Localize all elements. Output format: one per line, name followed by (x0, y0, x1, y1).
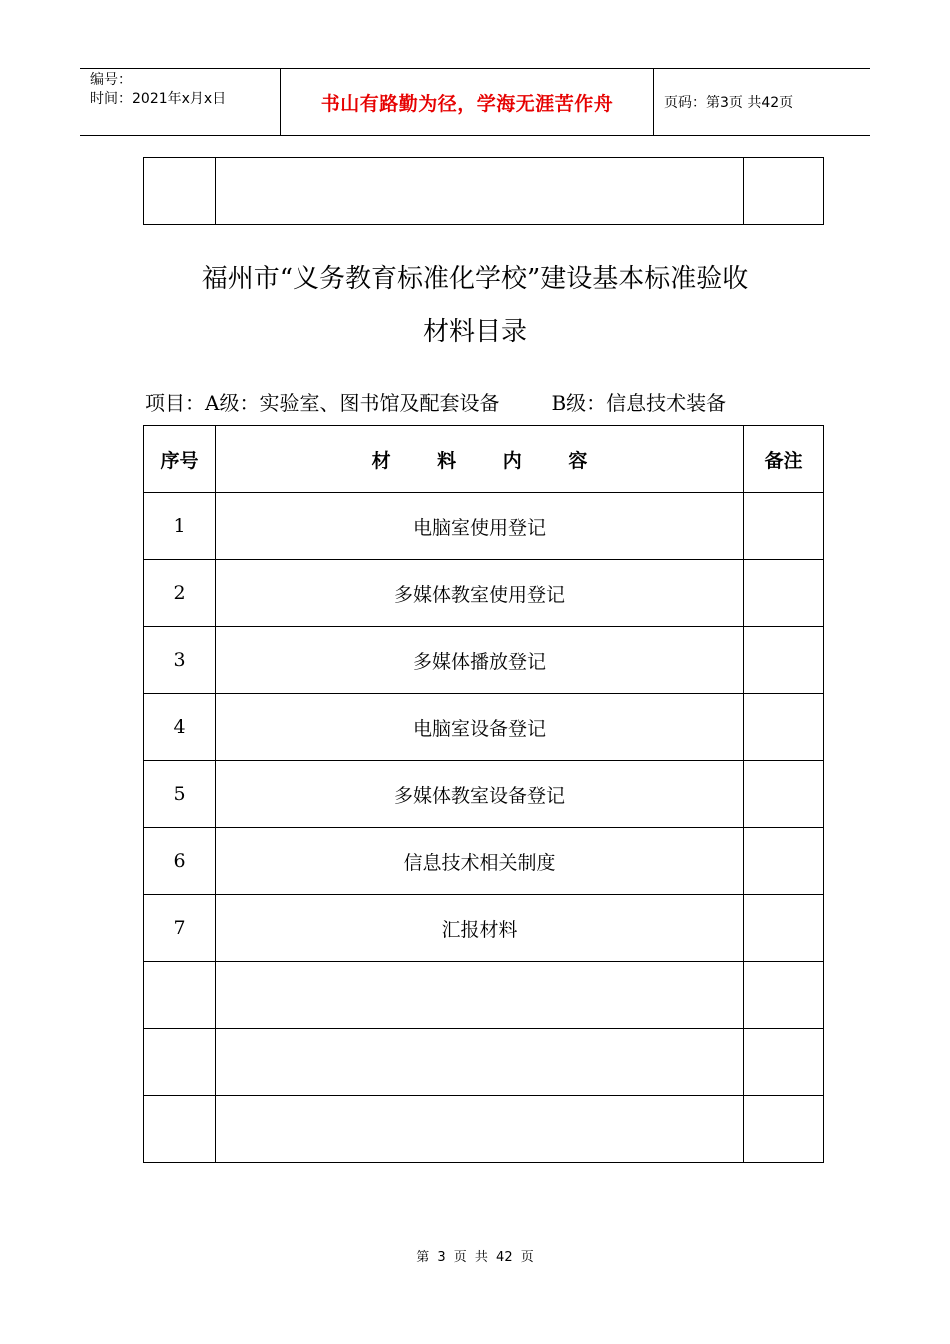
table-row (144, 962, 824, 1029)
header-page-info: 页码：第3页 共42页 (664, 95, 794, 111)
row-content (216, 962, 744, 1029)
row-note (744, 895, 824, 962)
row-num: 7 (144, 895, 216, 962)
row-num: 2 (144, 560, 216, 627)
header-content: 材 料 内 容 (216, 426, 744, 493)
row-num (144, 1096, 216, 1163)
row-content: 电脑室使用登记 (216, 493, 744, 560)
row-content: 多媒体教室设备登记 (216, 761, 744, 828)
table-row (144, 1029, 824, 1096)
table-cell (144, 158, 216, 225)
row-num (144, 1029, 216, 1096)
materials-table (143, 425, 824, 1163)
project-a-label: 项目：A级：实验室、图书馆及配套设备 (145, 391, 500, 415)
row-num: 3 (144, 627, 216, 694)
row-content: 多媒体教室使用登记 (216, 560, 744, 627)
table-row (144, 895, 824, 962)
table-row (144, 694, 824, 761)
row-note (744, 560, 824, 627)
row-content: 信息技术相关制度 (216, 828, 744, 895)
table-row (144, 560, 824, 627)
document-title-line1: 福州市“义务教育标准化学校”建设基本标准验收 (201, 264, 749, 294)
row-num: 4 (144, 694, 216, 761)
page-header (80, 68, 870, 136)
project-line (145, 387, 726, 416)
header-num: 序号 (144, 426, 216, 493)
row-note (744, 828, 824, 895)
row-note (744, 627, 824, 694)
row-note (744, 1096, 824, 1163)
row-num: 1 (144, 493, 216, 560)
row-num: 6 (144, 828, 216, 895)
table-cell (216, 158, 744, 225)
row-num: 5 (144, 761, 216, 828)
header-time-label: 时间：2021年x月x日 (90, 91, 227, 107)
row-note (744, 694, 824, 761)
project-b-label: B级：信息技术装备 (551, 391, 727, 415)
row-num (144, 962, 216, 1029)
header-meta (80, 69, 281, 135)
row-content: 多媒体播放登记 (216, 627, 744, 694)
row-content: 电脑室设备登记 (216, 694, 744, 761)
page-footer: 第 3 页 共 42 页 (416, 1250, 534, 1265)
table-header-row (144, 426, 824, 493)
document-title-line2: 材料目录 (422, 317, 527, 347)
row-note (744, 1029, 824, 1096)
row-content (216, 1029, 744, 1096)
table-row (144, 1096, 824, 1163)
header-motto: 书山有路勤为径，学海无涯苦作舟 (281, 69, 654, 135)
carryover-table (143, 157, 824, 225)
table-row (144, 158, 824, 225)
table-row (144, 627, 824, 694)
row-content (216, 1096, 744, 1163)
header-note: 备注 (744, 426, 824, 493)
header-number-label: 编号： (90, 72, 132, 88)
table-row (144, 761, 824, 828)
table-row (144, 828, 824, 895)
row-content: 汇报材料 (216, 895, 744, 962)
row-note (744, 962, 824, 1029)
row-note (744, 493, 824, 560)
table-row (144, 493, 824, 560)
row-note (744, 761, 824, 828)
table-cell (744, 158, 824, 225)
